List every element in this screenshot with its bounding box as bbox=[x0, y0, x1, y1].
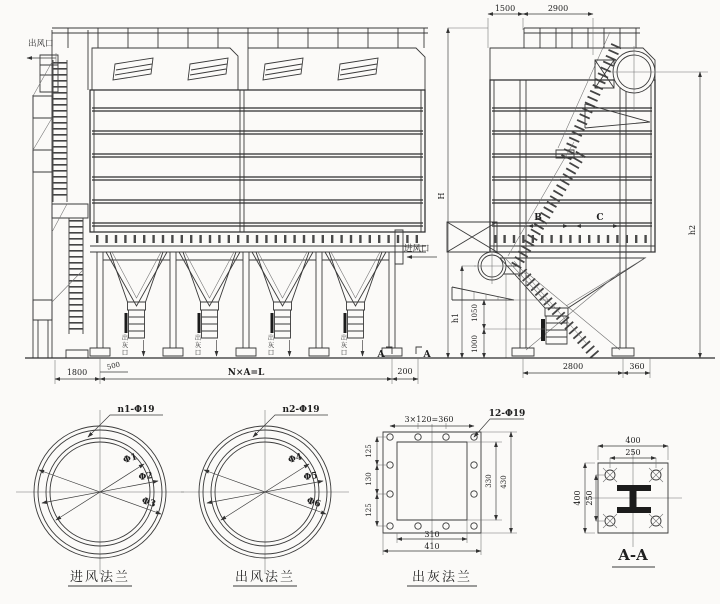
side-elevation-view bbox=[437, 4, 715, 378]
dim-330: 330 bbox=[485, 474, 493, 488]
dim-1000: 1000 bbox=[471, 335, 479, 353]
dim-410: 410 bbox=[424, 542, 440, 551]
dim-aa-250-top: 250 bbox=[625, 448, 641, 457]
section-marker-a-right: A bbox=[423, 349, 431, 360]
bolt-note-n1: n1-Φ19 bbox=[117, 405, 155, 415]
dim-B: B bbox=[534, 213, 542, 223]
plenum-vents bbox=[113, 58, 378, 80]
air-inlet-label: 进风口 bbox=[404, 244, 430, 254]
section-aa-caption: A-A bbox=[618, 546, 648, 564]
dim-h2: h2 bbox=[688, 224, 697, 236]
dim-aa-250-left: 250 bbox=[585, 490, 594, 506]
dim-h1: h1 bbox=[451, 312, 460, 324]
bolt-note-12: 12-Φ19 bbox=[488, 409, 526, 419]
dim-2800: 2800 bbox=[562, 362, 584, 371]
front-stair-tower bbox=[33, 30, 88, 358]
depth-dims bbox=[528, 213, 618, 226]
dim-phi6: Φ6 bbox=[305, 496, 322, 510]
dim-bolt-spacing: 3×120=360 bbox=[404, 415, 454, 424]
outlet-flange-detail bbox=[181, 405, 349, 586]
dim-1800: 1800 bbox=[66, 368, 88, 377]
air-outlet-label: 出风口 bbox=[28, 39, 54, 49]
front-elevation-view bbox=[25, 28, 445, 384]
side-top-dims bbox=[488, 4, 593, 55]
dim-phi3: Φ3 bbox=[140, 496, 157, 510]
discharge-height-dims bbox=[471, 300, 548, 358]
dim-phi2: Φ2 bbox=[138, 471, 154, 483]
outlet-flange-caption: 出风法兰 bbox=[234, 570, 296, 585]
ash-outlet-label-2: 出灰口 bbox=[193, 334, 202, 357]
ash-outlet-label-4: 出灰口 bbox=[339, 334, 348, 357]
inlet-flange-caption: 进风法兰 bbox=[69, 570, 131, 585]
i-beam-section bbox=[617, 485, 651, 513]
front-bottom-dims bbox=[55, 358, 418, 384]
ash-flange-caption: 出灰法兰 bbox=[411, 570, 473, 585]
dim-aa-400-top: 400 bbox=[625, 436, 641, 445]
dim-phi4: Φ4 bbox=[287, 452, 304, 467]
dim-phi5: Φ5 bbox=[303, 471, 319, 483]
ash-outlet-label-1: 出灰口 bbox=[120, 334, 129, 357]
dim-125-top: 125 bbox=[365, 444, 373, 458]
dim-2900: 2900 bbox=[547, 4, 569, 13]
dim-200: 200 bbox=[397, 367, 413, 376]
dim-130: 130 bbox=[365, 472, 373, 486]
dim-1500: 1500 bbox=[494, 4, 516, 13]
bolt-note-n2: n2-Φ19 bbox=[282, 405, 320, 415]
dim-phi1: Φ1 bbox=[122, 452, 139, 467]
section-aa-detail bbox=[573, 436, 682, 567]
dim-overall: N×A=L bbox=[227, 368, 265, 378]
outlet-duct bbox=[585, 46, 708, 128]
dim-1050: 1050 bbox=[471, 304, 479, 322]
dim-360: 360 bbox=[629, 362, 645, 371]
inlet-flange-detail bbox=[16, 405, 184, 586]
ash-outlet-label-3: 出灰口 bbox=[266, 334, 275, 357]
dim-H: H bbox=[437, 192, 446, 200]
ash-flange-detail bbox=[365, 409, 525, 586]
inlet-duct bbox=[447, 222, 514, 300]
dim-C: C bbox=[596, 213, 604, 223]
dim-125-bottom: 125 bbox=[365, 503, 373, 517]
dim-310: 310 bbox=[424, 530, 440, 539]
dim-430: 430 bbox=[500, 475, 508, 489]
section-marker-a-left: A bbox=[377, 349, 385, 360]
dim-500: 500 bbox=[106, 360, 121, 372]
side-bottom-dims bbox=[523, 358, 650, 378]
dim-aa-400-left: 400 bbox=[573, 490, 582, 506]
